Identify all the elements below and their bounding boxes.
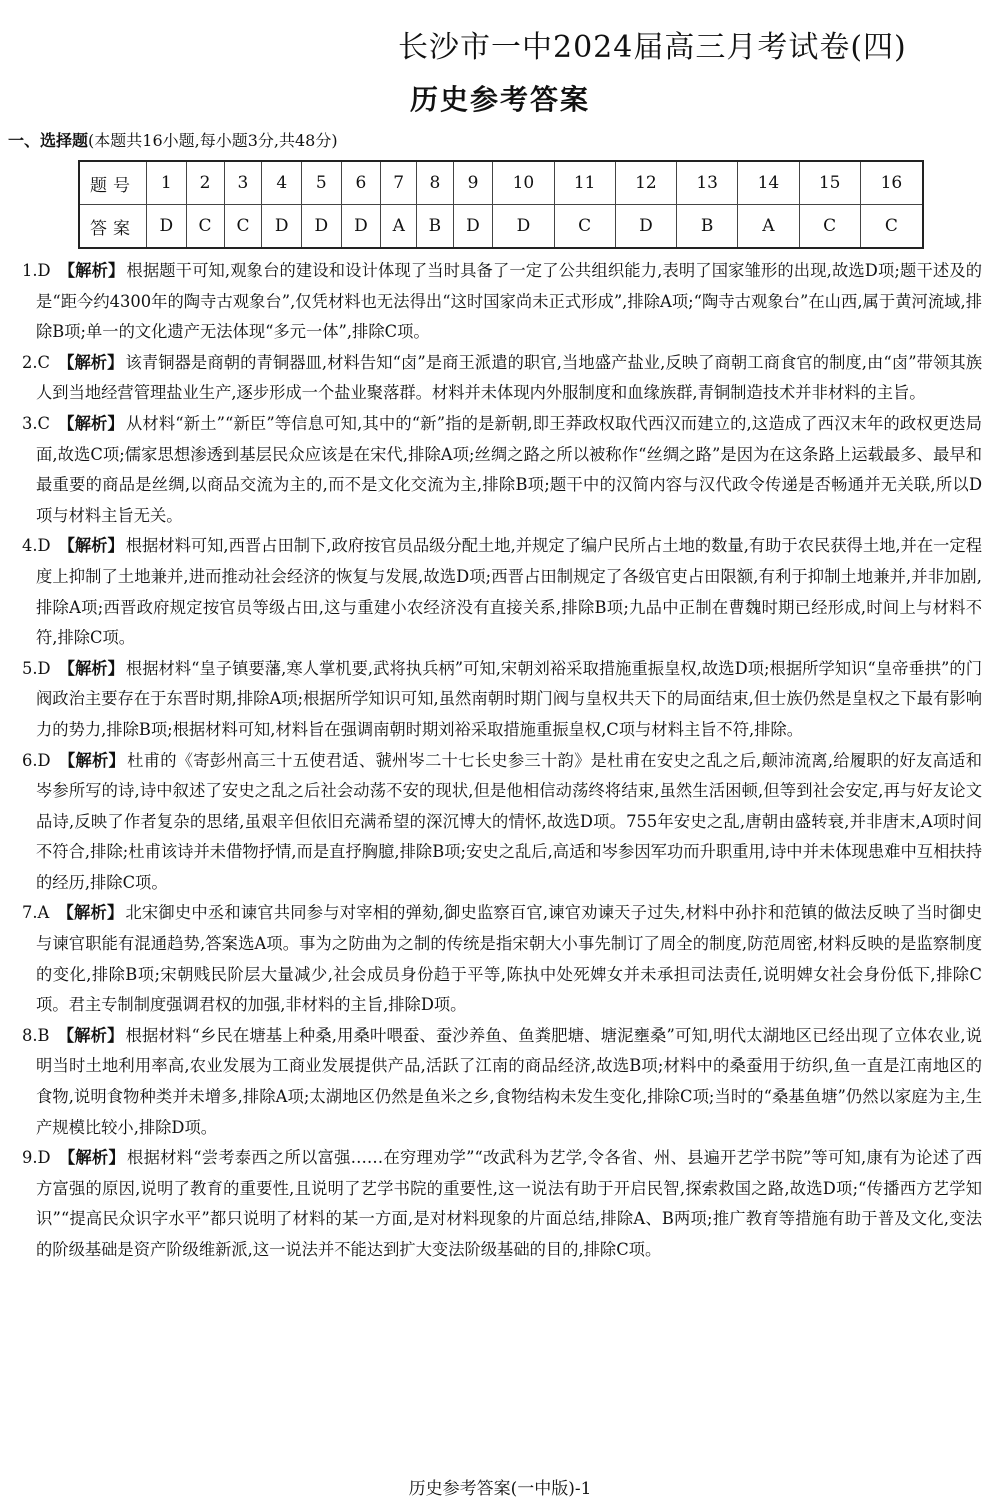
explanation-text: 北宋御史中丞和谏官共同参与对宰相的弹劾,御史监察百官,谏官劝谏天子过失,材料中孙抃和范镇的做法反映了当时御史与谏官职能有混通趋势,答案选A项。事为之防曲为之制的传统是指宋朝大小事先制订了周全的制度,防范周密,材料反映的是监察制度的变化,排除B项;宋朝贱民阶层大量减少,社会成员身份趋于平等,陈执中处死婢女并未承担司法责任,说明婢女社会身份低下,排除C项。君主专制制度强调君权的加强,非材料的主旨,排除D项。 (36, 903, 982, 1015)
explanation-item (22, 898, 982, 1020)
row-label-answer: 答案 (79, 205, 147, 249)
explanation-item (22, 1021, 982, 1143)
explanation-text: 从材料“新土”“新臣”等信息可知,其中的“新”指的是新朝,即王莽政权取代西汉而建立的,这造成了西汉末年的政权更迭局面,故选C项;儒家思想渗透到基层民众应该是在宋代,排除A项;丝绸之路之所以被称作“丝绸之路”是因为在这条路上运载最多、最早和最重要的商品是丝绸,以商品交流为主的,而不是文化交流为主,排除B项;题干中的汉简内容与汉代政令传递是否畅通并无关联,所以D项与材料主旨无关。 (36, 413, 982, 525)
answer-cell: D (615, 205, 676, 249)
question-number: 4 (262, 161, 302, 205)
document-subtitle: 历史参考答案 (410, 83, 591, 116)
explanation-number: 3.C (22, 413, 50, 433)
analysis-tag: 【解析】 (58, 413, 124, 433)
explanation-text: 根据材料“皇子镇要藩,寒人掌机要,武将执兵柄”可知,宋朝刘裕采取措施重振皇权,故选D项;根据所学知识“皇帝垂拱”的门阀政治主要存在于东晋时期,排除A项;根据所学知识可知,虽然南朝时期门阀与皇权共天下的局面结束,但士族仍然是皇权之下最有影响力的势力,排除B项;根据材料可知,材料旨在强调南朝时期刘裕采取措施重振皇权,C项与材料主旨不符,排除。 (36, 658, 982, 739)
explanation-number: 9.D (22, 1148, 51, 1168)
page-footer: 历史参考答案(一中版)-1 (408, 1479, 592, 1499)
explanation-text: 该青铜器是商朝的青铜器皿,材料告知“卤”是商王派遣的职官,当地盛产盐业,反映了商朝工商食官的制度,由“卤”带领其族人到当地经营管理盐业生产,逐步形成一个盐业聚落群。材料并未体现内外服制度和血缘族群,青铜制造技术并非材料的主旨。 (36, 352, 982, 403)
explanation-number: 1.D (22, 261, 51, 280)
explanation-item (22, 256, 982, 348)
explanation-item (22, 746, 982, 899)
explanation-item (22, 1143, 982, 1265)
exam-title: 长沙市一中2024届高三月考试卷(四) (398, 30, 907, 65)
analysis-tag: 【解析】 (58, 352, 124, 372)
explanation-item (22, 531, 982, 653)
answer-cell: D (147, 205, 187, 249)
question-number: 15 (799, 161, 860, 205)
question-number: 13 (677, 161, 738, 205)
analysis-tag: 【解析】 (57, 903, 124, 923)
question-number: 5 (302, 161, 342, 205)
explanation-text: 根据材料可知,西晋占田制下,政府按官员品级分配土地,并规定了编户民所占土地的数量,有助于农民获得土地,并在一定程度上抑制了土地兼并,进而推动社会经济的恢复与发展,故选D项;西晋占田制规定了各级官吏占田限额,有利于抑制土地兼并,并非加剧,排除A项;西晋政府规定按官员等级占田,这与重建小农经济没有直接关系,排除B项;九品中正制在曹魏时期已经形成,时间上与材料不符,排除C项。 (36, 536, 982, 648)
answer-cell: D (493, 205, 554, 249)
analysis-tag: 【解析】 (58, 1148, 126, 1168)
question-number: 1 (147, 161, 187, 205)
analysis-tag: 【解析】 (58, 261, 125, 280)
answer-row (79, 205, 923, 249)
question-number: 16 (860, 161, 923, 205)
analysis-tag: 【解析】 (58, 750, 126, 770)
analysis-tag: 【解析】 (58, 536, 124, 556)
row-label-question: 题号 (79, 161, 147, 205)
explanation-number: 4.D (22, 536, 51, 556)
answer-cell: D (262, 205, 302, 249)
answer-cell: C (860, 205, 923, 249)
question-number: 2 (186, 161, 224, 205)
explanation-text: 杜甫的《寄彭州高三十五使君适、虢州岑二十七长史参三十韵》是杜甫在安史之乱之后,颠沛流离,给履职的好友高适和岑参所写的诗,诗中叙述了安史之乱之后社会动荡不安的现状,但是他相信动荡终将结束,虽然生活困顿,但等到社会安定,再与好友论文品诗,反映了作者复杂的思绪,虽艰辛但依旧充满希望的深沉博大的情怀,故选D项。755年安史之乱,唐朝由盛转衰,并非唐末,A项时间不符合,排除;杜甫该诗并未借物抒情,而是直抒胸臆,排除B项;安史之乱后,高适和岑参因军功而升职重用,诗中并未体现患难中互相扶持的经历,排除C项。 (36, 750, 982, 892)
answer-cell: A (381, 205, 417, 249)
section-note: (本题共16小题,每小题3分,共48分) (88, 131, 338, 150)
analysis-tag: 【解析】 (57, 1025, 124, 1045)
answer-cell: C (554, 205, 615, 249)
section-title: 一、选择题 (8, 131, 89, 150)
question-number: 7 (381, 161, 417, 205)
question-number: 9 (453, 161, 493, 205)
explanation-number: 7.A (22, 903, 50, 923)
explanation-number: 6.D (22, 750, 51, 770)
explanation-item (22, 348, 982, 409)
explanation-item (22, 409, 982, 531)
question-number: 11 (554, 161, 615, 205)
answer-cell: D (453, 205, 493, 249)
question-number: 12 (615, 161, 676, 205)
question-number: 3 (224, 161, 262, 205)
explanation-number: 8.B (22, 1025, 50, 1045)
answer-cell: C (799, 205, 860, 249)
answer-cell: B (417, 205, 454, 249)
answer-cell: C (224, 205, 262, 249)
question-number: 6 (341, 161, 381, 205)
explanation-number: 5.D (22, 658, 51, 678)
answer-cell: C (186, 205, 224, 249)
analysis-tag: 【解析】 (58, 658, 124, 678)
question-number: 14 (738, 161, 799, 205)
explanation-number: 2.C (22, 352, 50, 372)
answer-cell: D (341, 205, 381, 249)
section-heading (8, 128, 338, 151)
explanation-text: 根据材料“尝考泰西之所以富强……在穷理劝学”“改武科为艺学,令各省、州、县遍开艺学书院”等可知,康有为论述了西方富强的原因,说明了教育的重要性,且说明了艺学书院的重要性,这一说法有助于开启民智,探索救国之路,故选D项;“传播西方艺学知识”“提高民众识字水平”都只说明了材料的某一方面,是对材料现象的片面总结,排除A、B两项;推广教育等措施有助于普及文化,变法的阶级基础是资产阶级维新派,这一说法并不能达到扩大变法阶级基础的目的,排除C项。 (36, 1148, 982, 1259)
answer-cell: A (738, 205, 799, 249)
explanation-text: 根据材料“乡民在塘基上种桑,用桑叶喂蚕、蚕沙养鱼、鱼粪肥塘、塘泥壅桑”可知,明代太湖地区已经出现了立体农业,说明当时土地利用率高,农业发展为工商业发展提供产品,活跃了江南的商品经济,故选B项;材料中的桑蚕用于纺织,鱼一直是江南地区的食物,说明食物种类并未增多,排除A项;太湖地区仍然是鱼米之乡,食物结构未发生变化,排除C项;当时的“桑基鱼塘”仍然以家庭为主,生产规模比较小,排除D项。 (36, 1025, 982, 1137)
explanation-item (22, 654, 982, 746)
question-number: 8 (417, 161, 454, 205)
explanation-text: 根据题干可知,观象台的建设和设计体现了当时具备了一定了公共组织能力,表明了国家雏形的出现,故选D项;题干述及的是“距今约4300年的陶寺古观象台”,仅凭材料也无法得出“这时国家尚未正式形成”,排除A项;“陶寺古观象台”在山西,属于黄河流域,排除B项;单一的文化遗产无法体现“多元一体”,排除C项。 (36, 261, 982, 342)
explanations (22, 256, 982, 1266)
answer-cell: D (302, 205, 342, 249)
answer-table (78, 160, 924, 249)
question-number: 10 (493, 161, 554, 205)
answer-cell: B (677, 205, 738, 249)
question-number-row (79, 161, 923, 205)
